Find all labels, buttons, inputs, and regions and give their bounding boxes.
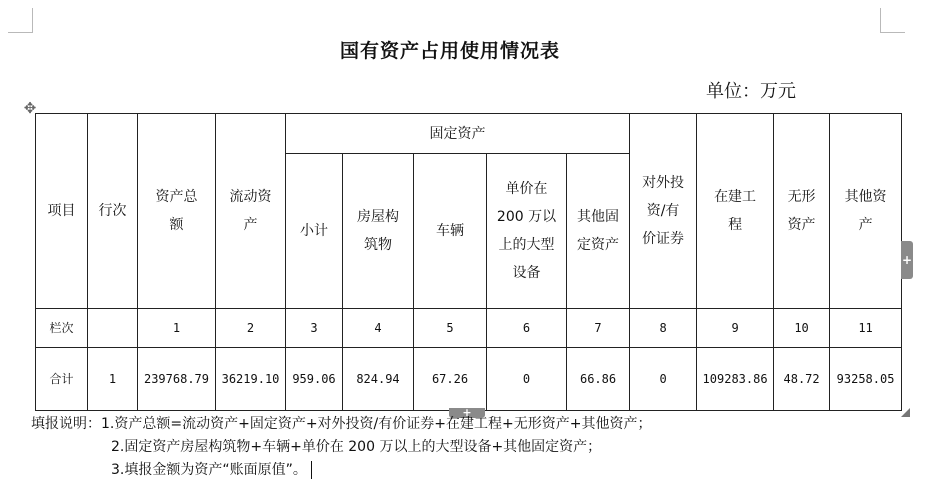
header-large-equipment: 单价在 200 万以 上的大型 设备 xyxy=(487,154,567,309)
note-line[interactable]: 3.填报金额为资产“账面原值”。 xyxy=(31,459,651,482)
total-assets-value: 239768.79 xyxy=(138,348,216,411)
page-corner-mark-top-left xyxy=(8,8,33,33)
column-row-no xyxy=(88,309,138,348)
note-line: 填报说明：1.资产总额=流动资产+固定资产+对外投资/有价证券+在建工程+无形资产+其他资产； xyxy=(31,416,652,432)
header-other-assets: 其他资 产 xyxy=(830,114,902,309)
header-row-no: 行次 xyxy=(88,114,138,309)
total-label: 合计 xyxy=(36,348,88,411)
insert-row-icon[interactable]: + xyxy=(449,408,485,418)
subtotal-value: 959.06 xyxy=(286,348,343,411)
header-investments: 对外投 资/有 价证券 xyxy=(630,114,697,309)
header-vehicles: 车辆 xyxy=(414,154,487,309)
column-number: 4 xyxy=(343,309,414,348)
text-cursor xyxy=(311,461,312,479)
column-number: 7 xyxy=(567,309,630,348)
header-construction: 在建工 程 xyxy=(697,114,774,309)
header-buildings: 房屋构 筑物 xyxy=(343,154,414,309)
asset-table xyxy=(35,113,902,411)
table-move-icon[interactable]: ✥ xyxy=(23,99,37,117)
column-number: 9 xyxy=(697,309,774,348)
investments-value: 0 xyxy=(630,348,697,411)
unit-label: 单位：万元 xyxy=(706,81,796,102)
current-assets-value: 36219.10 xyxy=(216,348,286,411)
column-number: 10 xyxy=(774,309,830,348)
header-fixed-assets: 固定资产 xyxy=(286,114,630,154)
column-number: 2 xyxy=(216,309,286,348)
column-number: 1 xyxy=(138,309,216,348)
column-row-label: 栏次 xyxy=(36,309,88,348)
column-number: 3 xyxy=(286,309,343,348)
header-current-assets: 流动资 产 xyxy=(216,114,286,309)
column-number: 11 xyxy=(830,309,902,348)
column-number-row xyxy=(36,309,902,348)
buildings-value: 824.94 xyxy=(343,348,414,411)
note-line: 2.固定资产房屋构筑物+车辆+单价在 200 万以上的大型设备+其他固定资产； xyxy=(111,439,602,455)
fill-instructions xyxy=(31,413,651,482)
intangible-value: 48.72 xyxy=(774,348,830,411)
total-row xyxy=(36,348,902,411)
header-subtotal: 小计 xyxy=(286,154,343,309)
total-row-no: 1 xyxy=(88,348,138,411)
header-intangible: 无形 资产 xyxy=(774,114,830,309)
header-other-fixed: 其他固 定资产 xyxy=(567,154,630,309)
header-row-1 xyxy=(36,114,902,154)
column-number: 8 xyxy=(630,309,697,348)
construction-value: 109283.86 xyxy=(697,348,774,411)
other-assets-value: 93258.05 xyxy=(830,348,902,411)
vehicles-value: 67.26 xyxy=(414,348,487,411)
table-resize-icon[interactable] xyxy=(901,408,910,417)
page-corner-mark-top-right xyxy=(880,8,905,33)
insert-column-icon[interactable]: + xyxy=(901,241,913,279)
header-item: 项目 xyxy=(36,114,88,309)
column-number: 5 xyxy=(414,309,487,348)
header-total-assets: 资产总 额 xyxy=(138,114,216,309)
other-fixed-value: 66.86 xyxy=(567,348,630,411)
column-number: 6 xyxy=(487,309,567,348)
page-title: 国有资产占用使用情况表 xyxy=(339,40,560,62)
large-equipment-value: 0 xyxy=(487,348,567,411)
